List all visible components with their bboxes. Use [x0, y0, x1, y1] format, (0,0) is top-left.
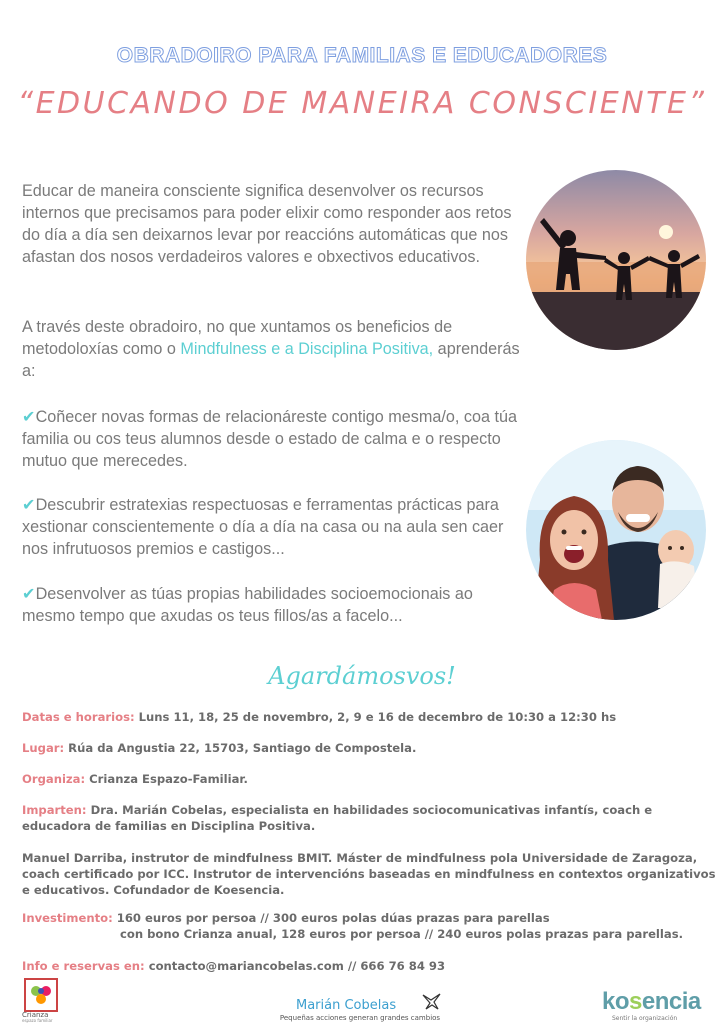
- bullet-3: [22, 583, 522, 627]
- kosencia-logo-name: [602, 988, 701, 1016]
- info-teachers: [22, 802, 722, 834]
- intro-p2-after: aprenderás a:: [22, 340, 520, 380]
- closing-greeting: Agardámosvos!: [268, 662, 456, 690]
- header-subtitle: OBRADOIRO PARA FAMILIAS E EDUCADORES: [116, 44, 608, 67]
- crianza-logo-name: Crianza: [22, 1011, 49, 1019]
- bird-icon: [420, 991, 442, 1013]
- kosencia-logo-part2: s: [629, 988, 642, 1015]
- mariancobelas-logo-name: Marián Cobelas: [296, 998, 397, 1013]
- intro-paragraph-1: Educar de maneira consciente significa desenvolver os recursos internos que precisamos para poder elixir como responder aos retos do día a día sen deixarnos levar por reaccións automáticas que nos afastan dos nosos verdadeiros valores e obxectivos educativos.: [22, 182, 512, 266]
- bullet-3-text: Desenvolver as túas propias habilidades socioemocionais ao mesmo tempo que axudas os teus fillos/as a facelo...: [22, 585, 473, 625]
- bullet-2-text: Descubrir estratexias respectuosas e ferramentas prácticas para xestionar conscientemente o día a día na casa ou na aula sen caer nos infrutuosos premios e castigos...: [22, 496, 504, 558]
- kosencia-logo-part3: encia: [641, 988, 701, 1015]
- bullet-1: [22, 406, 522, 472]
- mariancobelas-tagline: Pequeñas acciones generan grandes cambios: [279, 1014, 441, 1022]
- info-org-value: Crianza Espazo-Familiar.: [85, 772, 248, 786]
- intro-paragraph-2: [22, 316, 522, 382]
- kosencia-logo-part1: ko: [602, 988, 630, 1015]
- info-invest-line2: con bono Crianza anual, 128 euros por persoa // 240 euros polas prazas para parellas.: [120, 927, 684, 941]
- sunset-family-photo: [526, 170, 706, 350]
- info-manuel: Manuel Darriba, instrutor de mindfulness BMIT. Máster de mindfulness pola Universidade de Zaragoza, coach certificado por ICC. Instrutor de intervencións baseadas en mindfulness en contextos organizativos e educativos. Cofundador de Koesencia.: [22, 851, 716, 897]
- info-contact-label: Info e reservas en:: [22, 959, 145, 973]
- info-dates: [22, 709, 722, 725]
- info-teach-value: Dra. Marián Cobelas, especialista en habilidades sociocomunicativas infantís, coach e educadora de familias en Disciplina Positiva.: [22, 803, 653, 833]
- check-icon: ✔: [22, 585, 36, 603]
- info-teach-label: Imparten:: [22, 803, 87, 817]
- check-icon: ✔: [22, 496, 36, 514]
- info-dates-label: Datas e horarios:: [22, 710, 135, 724]
- info-org-label: Organiza:: [22, 772, 86, 786]
- check-icon: ✔: [22, 408, 36, 426]
- info-contact-value: contacto@mariancobelas.com // 666 76 84 93: [144, 959, 446, 973]
- intro-p2-before: A través deste obradoiro, no que xuntamos os beneficios de metodoloxías como o: [22, 318, 453, 358]
- info-invest-label: Investimento:: [22, 911, 113, 925]
- crianza-logo-subtitle: espazo familiar: [22, 1018, 53, 1023]
- header-title: “EDUCANDO DE MANEIRA CONSCIENTE”: [17, 86, 707, 121]
- info-place-value: Rúa da Angustia 22, 15703, Santiago de Compostela.: [64, 741, 417, 755]
- info-organizer: [22, 771, 722, 787]
- info-investment: [22, 910, 722, 942]
- bullet-1-text: Coñecer novas formas de relacionáreste contigo mesma/o, coa túa familia ou cos teus alumnos desde o estado de calma e o respecto mutuo que merecedes.: [22, 408, 517, 470]
- info-dates-value: Luns 11, 18, 25 de novembro, 2, 9 e 16 de decembro de 10:30 a 12:30 hs: [134, 710, 617, 724]
- info-place-label: Lugar:: [22, 741, 65, 755]
- happy-family-photo: [526, 440, 706, 620]
- kosencia-tagline: Sentir la organización: [612, 1015, 678, 1022]
- intro-p2-highlight: Mindfulness e a Disciplina Positiva,: [180, 340, 434, 358]
- bullet-2: [22, 494, 522, 560]
- info-place: [22, 740, 722, 756]
- info-invest-line1: 160 euros por persoa // 300 euros polas dúas prazas para parellas: [112, 911, 550, 925]
- info-contact: [22, 958, 722, 974]
